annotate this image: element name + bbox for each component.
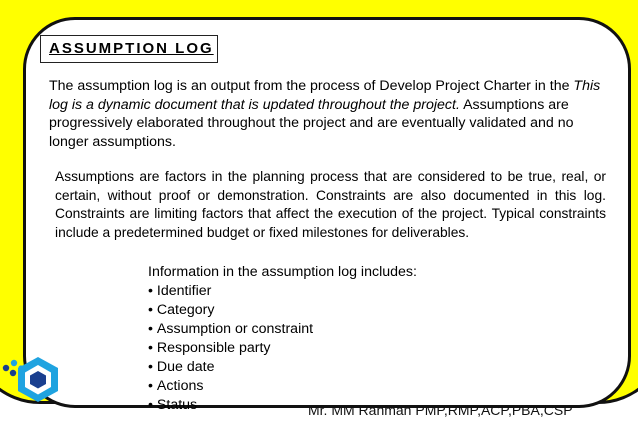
author-footer: Mr. MM Rahman PMP,RMP,ACP,PBA,CSP [308, 402, 573, 418]
definition-paragraph: Assumptions are factors in the planning process that are considered to be true, real, or certain, without proof or demonstration. Constraints are also documented in this log. Constraints are limiting factors that affect the execution of the project. Typical constraints include a predetermined budget or fixed milestones for deliverables. [55, 169, 606, 240]
title-box [40, 35, 218, 63]
intro-text-italic: This log is a dynamic document that is updated throughout the project. [49, 78, 601, 113]
list-item: • Actions [148, 377, 478, 396]
list-intro: Information in the assumption log includes: [148, 264, 417, 280]
list-item: • Category [148, 301, 478, 320]
list-item: • Assumption or constraint [148, 320, 478, 339]
intro-paragraph [49, 77, 614, 151]
info-list-block [148, 263, 478, 415]
intro-text-part1: The assumption log is an output from the process of Develop Project Charter in the [49, 78, 574, 94]
list-item: • Identifier [148, 282, 478, 301]
hexagon-logo-icon [0, 352, 64, 410]
info-list [148, 282, 478, 415]
list-item: • Due date [148, 358, 478, 377]
list-item: • Responsible party [148, 339, 478, 358]
intro-text-part2: Assumptions are progressively elaborated throughout the project and are eventually validated and no longer assumptions. [49, 96, 574, 150]
slide-title: ASSUMPTION LOG [49, 40, 214, 57]
list-item: • Status [148, 396, 478, 415]
